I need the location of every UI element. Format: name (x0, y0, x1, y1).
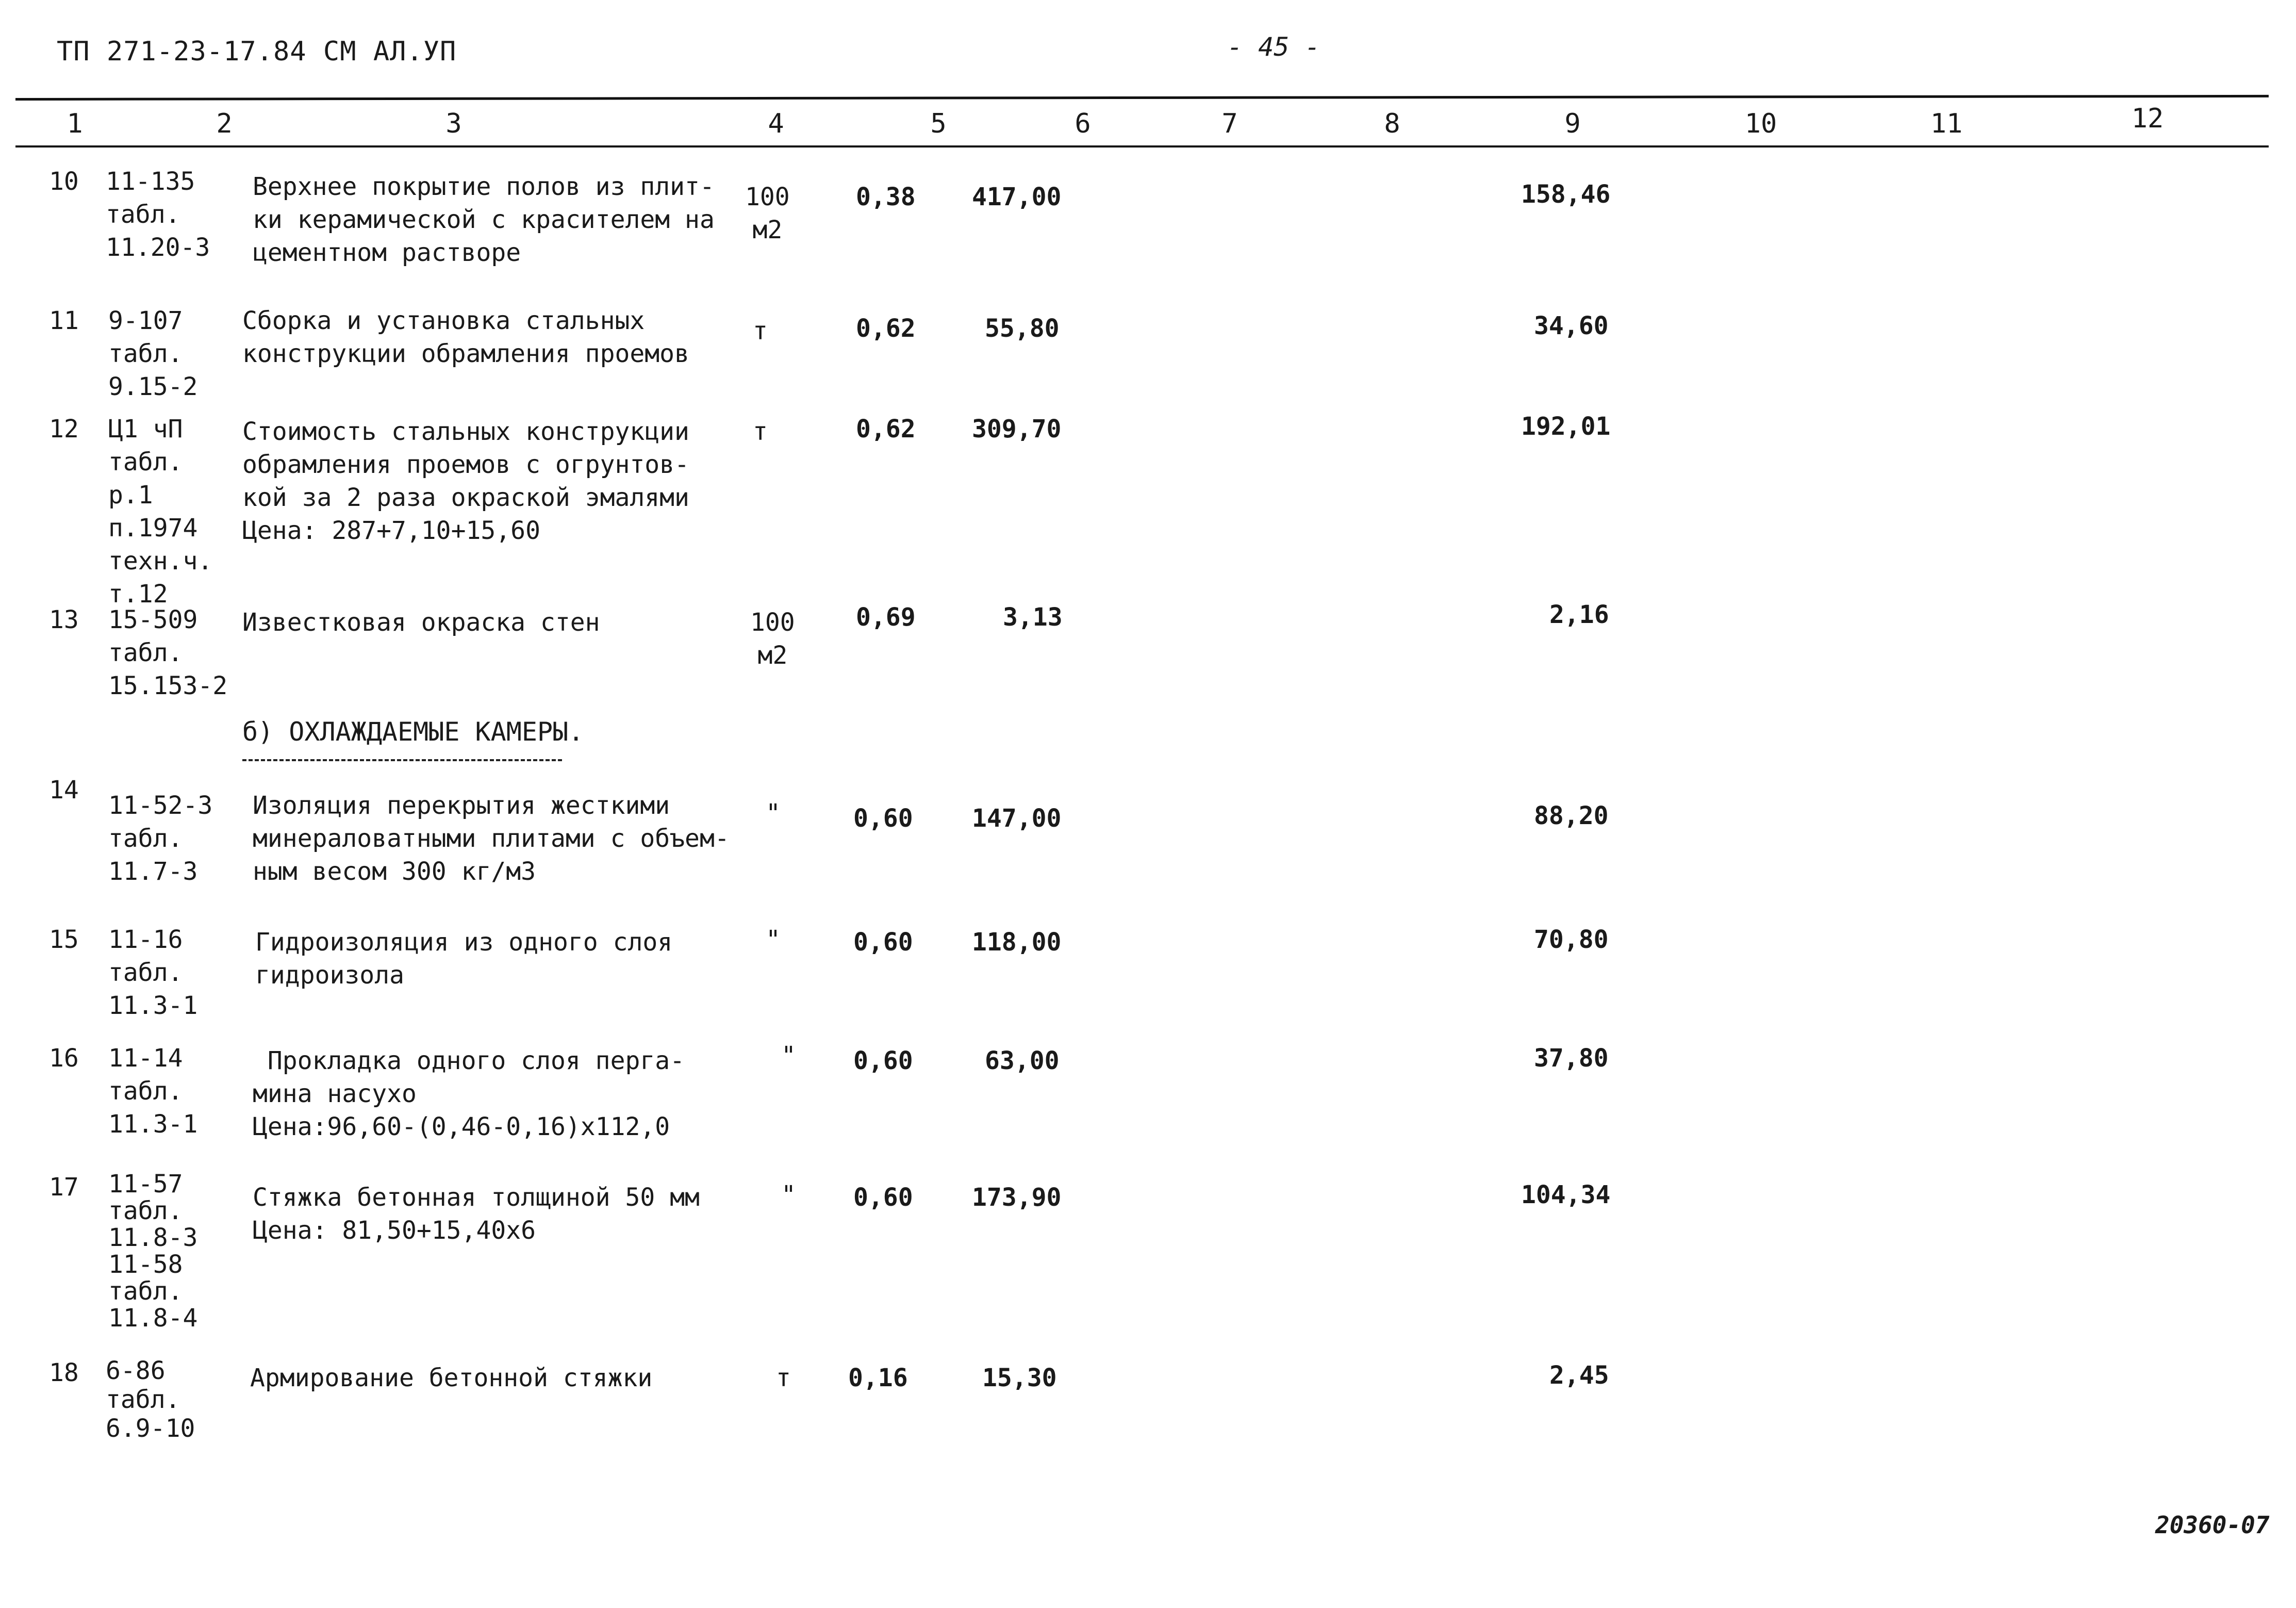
row-17-number: 17 (49, 1173, 79, 1202)
col-header-10: 10 (1744, 108, 1777, 139)
row-10-total: 158,46 (1521, 180, 1611, 209)
row-16-unit: " (781, 1041, 796, 1070)
table-top-rule (15, 95, 2269, 101)
row-14-qty: 0,60 (853, 804, 913, 833)
row-17-description: Стяжка бетонная толщиной 50 мм Цена: 81,50+15,40х6 (253, 1183, 700, 1245)
row-18-qty: 0,16 (848, 1364, 908, 1392)
row-18-number: 18 (49, 1358, 79, 1387)
row-14-code: 11-52-3 табл. 11.7-3 (108, 791, 213, 886)
col-header-7: 7 (1221, 108, 1238, 139)
page-number: - 45 - (1227, 32, 1320, 62)
row-15-qty: 0,60 (853, 928, 913, 957)
row-15-description: Гидроизоляция из одного слоя гидроизола (255, 928, 673, 990)
table-header-rule (15, 145, 2269, 147)
row-18-total: 2,45 (1549, 1361, 1609, 1390)
col-header-8: 8 (1384, 108, 1400, 139)
row-18-price: 15,30 (982, 1364, 1057, 1392)
row-13-total: 2,16 (1549, 600, 1609, 629)
row-11-description: Сборка и установка стальных конструкции обрамления проемов (242, 306, 689, 368)
row-11-number: 11 (49, 306, 79, 335)
row-12-code: Ц1 чП табл. р.1 п.1974 техн.ч. т.12 (108, 415, 213, 609)
row-14-number: 14 (49, 776, 79, 805)
col-header-6: 6 (1075, 108, 1091, 139)
row-17-code: 11-57 табл. 11.8-3 11-58 табл. 11.8-4 (108, 1170, 198, 1333)
row-12-description: Стоимость стальных конструкции обрамления проемов с огрунтов- кой за 2 раза окраской эмалями Цена: 287+7,10+15,60 (242, 417, 689, 545)
row-14-price: 147,00 (972, 804, 1062, 833)
col-header-1: 1 (67, 108, 83, 139)
row-11-unit: т (753, 317, 768, 346)
row-12-price: 309,70 (972, 415, 1062, 444)
row-10-description: Верхнее покрытие полов из плит- ки керамической с красителем на цементном растворе (253, 172, 715, 267)
section-heading-underline (242, 759, 562, 761)
archive-stamp: 20360-07 (2155, 1511, 2270, 1539)
row-16-total: 37,80 (1534, 1044, 1609, 1073)
row-10-qty: 0,38 (856, 183, 916, 211)
col-header-2: 2 (216, 108, 233, 139)
row-11-price: 55,80 (985, 314, 1060, 343)
row-13-qty: 0,69 (856, 603, 916, 632)
row-17-total: 104,34 (1521, 1180, 1611, 1209)
row-18-unit: т (776, 1364, 791, 1392)
row-13-description: Известковая окраска стен (242, 608, 600, 637)
col-header-9: 9 (1564, 108, 1581, 139)
col-header-12: 12 (2131, 103, 2164, 134)
row-16-code: 11-14 табл. 11.3-1 (108, 1044, 198, 1139)
row-17-qty: 0,60 (853, 1183, 913, 1212)
row-18-description: Армирование бетонной стяжки (250, 1364, 653, 1392)
col-header-11: 11 (1930, 108, 1963, 139)
row-14-total: 88,20 (1534, 801, 1609, 830)
section-heading: б) ОХЛАЖДАЕМЫЕ КАМЕРЫ. (242, 717, 584, 747)
row-12-total: 192,01 (1521, 412, 1611, 441)
row-10-unit: 100 м2 (745, 183, 790, 244)
document-code: ТП 271-23-17.84 СМ АЛ.УП (57, 36, 457, 67)
row-15-price: 118,00 (972, 928, 1062, 957)
row-13-price: 3,13 (1003, 603, 1063, 632)
row-13-unit: 100 м2 (750, 608, 795, 670)
row-14-description: Изоляция перекрытия жесткими минераловатными плитами с объем- ным весом 300 кг/м3 (253, 791, 730, 886)
row-10-price: 417,00 (972, 183, 1062, 211)
row-17-price: 173,90 (972, 1183, 1062, 1212)
row-16-price: 63,00 (985, 1046, 1060, 1075)
row-18-code: 6-86 табл. 6.9-10 (106, 1356, 195, 1443)
col-header-3: 3 (445, 108, 462, 139)
row-16-qty: 0,60 (853, 1046, 913, 1075)
row-17-unit: " (781, 1180, 796, 1209)
row-11-qty: 0,62 (856, 314, 916, 343)
row-15-unit: " (766, 925, 781, 954)
row-15-code: 11-16 табл. 11.3-1 (108, 925, 198, 1020)
row-12-number: 12 (49, 415, 79, 444)
row-15-total: 70,80 (1534, 925, 1609, 954)
col-header-5: 5 (930, 108, 947, 139)
row-10-number: 10 (49, 167, 79, 196)
row-10-code: 11-135 табл. 11.20-3 (106, 167, 210, 262)
row-13-code: 15-509 табл. 15.153-2 (108, 605, 228, 700)
row-16-description: Прокладка одного слоя перга- мина насухо Цена:96,60-(0,46-0,16)х112,0 (253, 1046, 685, 1141)
row-13-number: 13 (49, 605, 79, 634)
row-11-code: 9-107 табл. 9.15-2 (108, 306, 198, 401)
col-header-4: 4 (768, 108, 784, 139)
row-12-unit: т (753, 417, 768, 446)
row-16-number: 16 (49, 1044, 79, 1073)
row-11-total: 34,60 (1534, 311, 1609, 340)
row-15-number: 15 (49, 925, 79, 954)
row-14-unit: " (766, 799, 781, 828)
row-12-qty: 0,62 (856, 415, 916, 444)
